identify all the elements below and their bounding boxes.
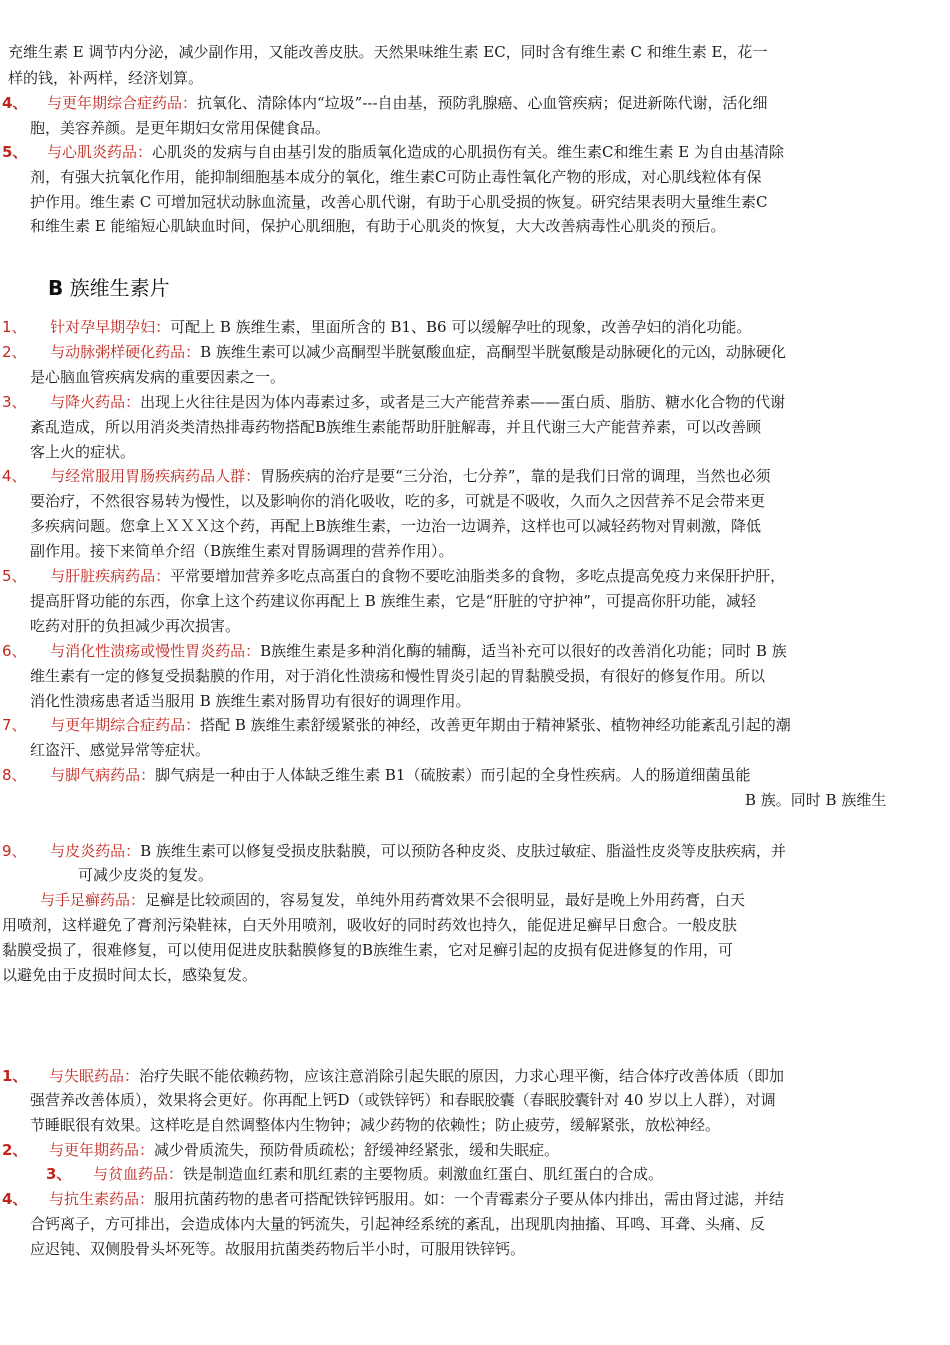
item-number: 5、 (2, 143, 28, 161)
item-label: 与经常服用胃肠疾病药品人群： (50, 467, 261, 485)
heading-letter: B (48, 276, 64, 300)
paragraph-line: B 族。同时 B 族维生 (745, 791, 887, 809)
item-text: 搭配 B 族维生素舒缓紧张的神经，改善更年期由于精神紧张、植物神经功能紊乱引起的潮 (200, 716, 791, 734)
list-item (2, 564, 785, 588)
item-number: 1、 (2, 318, 27, 336)
item-text: 抗氧化、清除体内“垃圾”---自由基，预防乳腺癌、心血管疾病；促进新陈代谢，活化细 (197, 94, 768, 112)
list-item (2, 91, 768, 115)
item-text: 出现上火往往是因为体内毒素过多，或者是三大产能营养素——蛋白质、脂肪、糖水化合物的代谢 (140, 393, 786, 411)
paragraph-line: 强营养改善体质），效果将会更好。你再配上钙D（或铁锌钙）和春眠胶囊（春眠胶囊针对 40 岁以上人群），对调 (30, 1091, 776, 1109)
list-item (46, 1162, 663, 1186)
paragraph-line: 紊乱造成，所以用消炎类清热排毒药物搭配B族维生素能帮助肝脏解毒，并且代谢三大产能营养素，可以改善顾 (30, 418, 762, 436)
item-text: 减少骨质流失，预防骨质疏松；舒缓神经紧张，缓和失眠症。 (154, 1141, 560, 1159)
item-label: 与手足癣药品： (40, 891, 146, 909)
paragraph-line: 胞，美容养颜。是更年期妇女常用保健食品。 (30, 119, 331, 137)
paragraph-line: 吃药对肝的负担减少再次损害。 (30, 617, 241, 635)
paragraph-line: 护作用。维生素 C 可增加冠状动脉血流量，改善心肌代谢，有助于心肌受损的恢复。研究结果表明大量维生素C (30, 193, 768, 211)
heading-text: 族维生素片 (63, 276, 170, 300)
item-label: 与更年期综合症药品： (50, 716, 201, 734)
item-text: 可配上 B 族维生素，里面所含的 B1、B6 可以缓解孕吐的现象，改善孕妇的消化功能。 (170, 318, 752, 336)
item-number: 5、 (2, 567, 27, 585)
list-item (2, 1187, 784, 1211)
paragraph-line: 副作用。接下来简单介绍（B族维生素对胃肠调理的营养作用）。 (30, 542, 454, 560)
item-label: 与动脉粥样硬化药品： (50, 343, 201, 361)
item-label: 针对孕早期孕妇： (50, 318, 171, 336)
item-label: 与肝脏疾病药品： (50, 567, 171, 585)
item-label: 与心肌炎药品： (47, 143, 153, 161)
item-number: 1、 (2, 1067, 28, 1085)
item-label: 与消化性溃疡或慢性胃炎药品： (50, 642, 261, 660)
item-number: 4、 (2, 1190, 28, 1208)
item-text: 治疗失眠不能依赖药物，应该注意消除引起失眠的原因，力求心理平衡，结合体疗改善体质（即加 (139, 1067, 785, 1085)
paragraph-line: 多疾病问题。您拿上ＸＸＸ这个药，再配上B族维生素，一边治一边调养，这样也可以减轻药物对胃刺激，降低 (30, 517, 762, 535)
list-item (2, 464, 770, 488)
item-number: 8、 (2, 766, 27, 784)
list-item (2, 140, 784, 164)
list-item (2, 713, 791, 737)
paragraph-line: 维生素有一定的修复受损黏膜的作用，对于消化性溃疡和慢性胃炎引起的胃黏膜受损，有很好的修复作用。所以 (30, 667, 766, 685)
item-label: 与抗生素药品： (49, 1190, 155, 1208)
paragraph-line: 客上火的症状。 (30, 443, 136, 461)
item-text: 足癣是比较顽固的，容易复发，单纯外用药膏效果不会很明显，最好是晚上外用药膏，白天 (145, 891, 746, 909)
paragraph-line: 要治疗，不然很容易转为慢性，以及影响你的消化吸收，吃的多，可就是不吸收，久而久之因营养不足会带来更 (30, 492, 766, 510)
list-item (2, 1064, 784, 1088)
item-number: 4、 (2, 94, 28, 112)
paragraph-line: 可减少皮炎的复发。 (78, 866, 214, 884)
paragraph-line: 和维生素 E 能缩短心肌缺血时间，保护心肌细胞，有助于心肌炎的恢复，大大改善病毒性心肌炎的预后。 (30, 217, 726, 235)
section-heading (48, 272, 170, 301)
paragraph-line: 应迟钝、双侧股骨头坏死等。故服用抗菌类药物后半小时，可服用铁锌钙。 (30, 1240, 526, 1258)
list-item (2, 1138, 559, 1162)
paragraph-line: 样的钱，补两样，经济划算。 (8, 69, 204, 87)
item-text: B 族维生素可以减少高酮型半胱氨酸血症，高酮型半胱氨酸是动脉硬化的元凶，动脉硬化 (200, 343, 786, 361)
paragraph-line: 黏膜受损了，很难修复，可以使用促进皮肤黏膜修复的B族维生素，它对足癣引起的皮损有促进修复的作用，可 (2, 941, 734, 959)
item-text: B族维生素是多种消化酶的辅酶，适当补充可以很好的改善消化功能；同时 B 族 (260, 642, 787, 660)
item-label: 与贫血药品： (93, 1165, 184, 1183)
item-text: 服用抗菌药物的患者可搭配铁锌钙服用。如：一个青霉素分子要从体内排出，需由肾过滤，并结 (154, 1190, 785, 1208)
item-text: 心肌炎的发病与自由基引发的脂质氧化造成的心肌损伤有关。维生素C和维生素 E 为自由基清除 (152, 143, 784, 161)
paragraph-line: 消化性溃疡患者适当服用 B 族维生素对肠胃功有很好的调理作用。 (30, 692, 471, 710)
paragraph-line: 充维生素 E 调节内分泌，减少副作用，又能改善皮肤。天然果味维生素 EC，同时含有维生素 C 和维生素 E，花一 (8, 43, 768, 61)
list-item (2, 390, 785, 414)
item-number: 2、 (2, 1141, 28, 1159)
list-item (2, 340, 786, 364)
item-text: 铁是制造血红素和肌红素的主要物质。刺激血红蛋白、肌红蛋白的合成。 (183, 1165, 664, 1183)
item-label: 与脚气病药品： (50, 766, 156, 784)
list-item (2, 639, 787, 663)
list-item (40, 888, 745, 912)
paragraph-line: 红盗汗、感觉异常等症状。 (30, 741, 211, 759)
paragraph-line: 是心脑血管疾病发病的重要因素之一。 (30, 368, 286, 386)
list-item (2, 763, 750, 787)
item-number: 4、 (2, 467, 27, 485)
item-number: 2、 (2, 343, 27, 361)
paragraph-line: 合钙离子，方可排出，会造成体内大量的钙流失，引起神经系统的紊乱，出现肌肉抽搐、耳鸣、耳聋、头痛、反 (30, 1215, 766, 1233)
item-number: 3、 (46, 1165, 72, 1183)
item-label: 与降火药品： (50, 393, 141, 411)
paragraph-line: 节睡眠很有效果。这样吃是自然调整体内生物钟；减少药物的依赖性；防止疲劳，缓解紧张，放松神经。 (30, 1116, 721, 1134)
item-number: 3、 (2, 393, 27, 411)
item-number: 9、 (2, 842, 27, 860)
paragraph-line: 提高肝肾功能的东西，你拿上这个药建议你再配上 B 族维生素，它是“肝脏的守护神”，可提高你肝功能，减轻 (30, 592, 756, 610)
item-text: B 族维生素可以修复受损皮肤黏膜，可以预防各种皮炎、皮肤过敏症、脂溢性皮炎等皮肤疾病，并 (140, 842, 786, 860)
item-label: 与皮炎药品： (50, 842, 141, 860)
paragraph-line: 用喷剂，这样避免了膏剂污染鞋袜，白天外用喷剂，吸收好的同时药效也持久，能促进足癣早日愈合。一般皮肤 (2, 916, 738, 934)
item-label: 与更年期药品： (49, 1141, 155, 1159)
item-text: 平常要增加营养多吃点高蛋白的食物不要吃油脂类多的食物，多吃点提高免疫力来保肝护肝， (170, 567, 786, 585)
item-text: 胃肠疾病的治疗是要“三分治，七分养”，靠的是我们日常的调理，当然也必须 (260, 467, 771, 485)
item-label: 与失眠药品： (49, 1067, 140, 1085)
list-item (2, 315, 751, 339)
item-text: 脚气病是一种由于人体缺乏维生素 B1（硫胺素）而引起的全身性疾病。人的肠道细菌虽能 (155, 766, 751, 784)
paragraph-line: 以避免由于皮损时间太长，感染复发。 (2, 966, 258, 984)
paragraph-line: 剂，有强大抗氧化作用，能抑制细胞基本成分的氧化，维生素C可防止毒性氧化产物的形成，对心肌线粒体有保 (30, 168, 762, 186)
item-number: 7、 (2, 716, 27, 734)
item-number: 6、 (2, 642, 27, 660)
item-label: 与更年期综合症药品： (47, 94, 198, 112)
list-item (2, 839, 786, 863)
